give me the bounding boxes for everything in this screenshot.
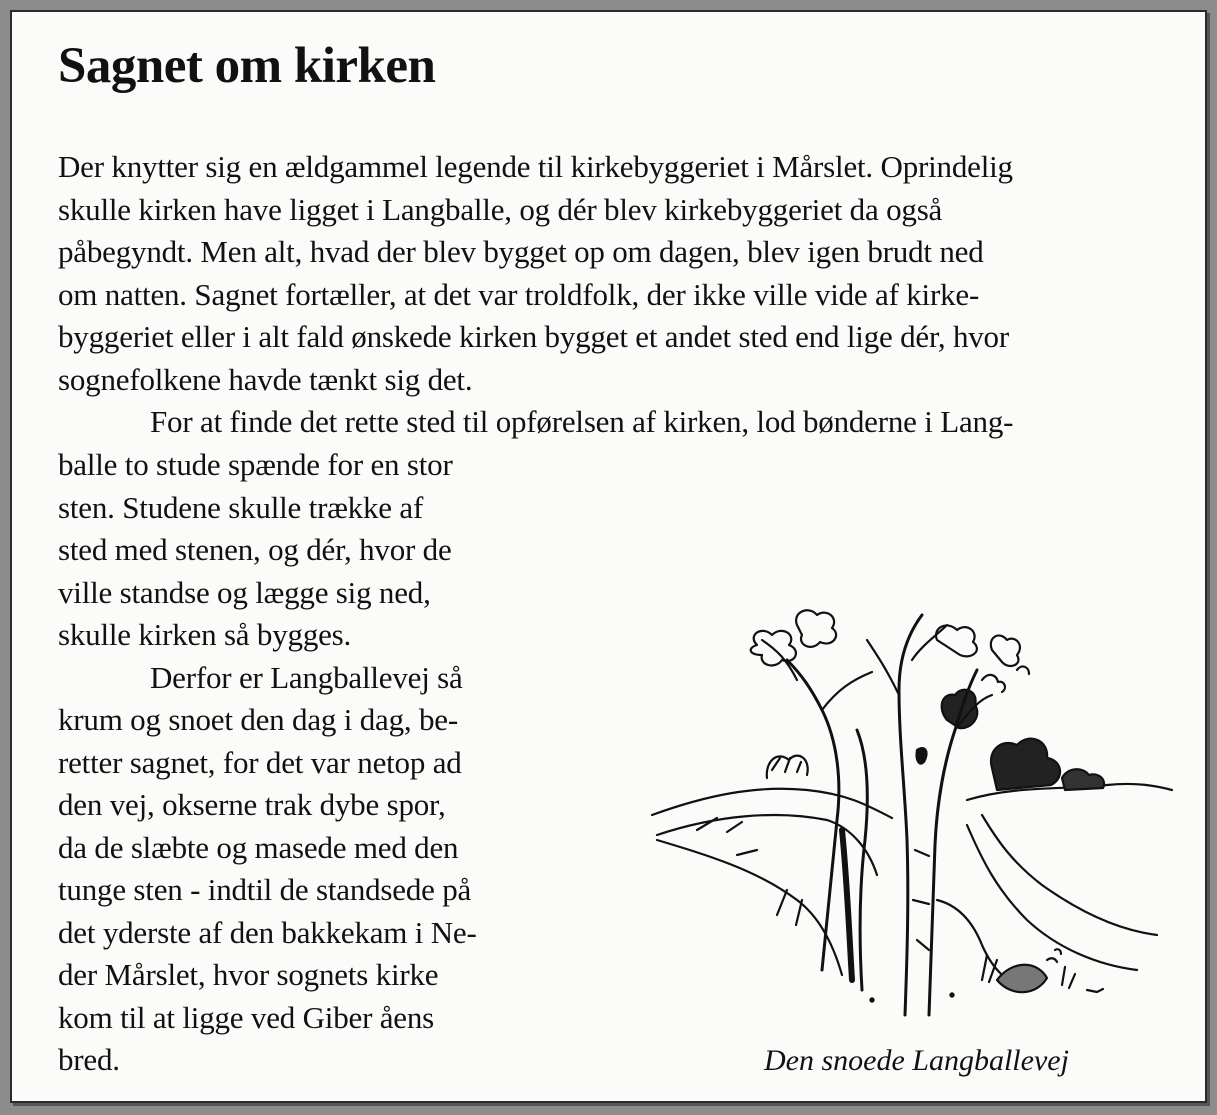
text-line: påbegyndt. Men alt, hvad der blev bygget op om dagen, blev igen brudt ned xyxy=(58,234,984,269)
article-title: Sagnet om kirken xyxy=(58,38,436,94)
text-line: om natten. Sagnet fortæller, at det var troldfolk, der ikke ville vide af kirke- xyxy=(58,276,980,312)
text-line: bred. xyxy=(58,1042,120,1077)
text-line: sognefolkene havde tænkt sig det. xyxy=(58,361,473,397)
article-page xyxy=(10,10,1207,1103)
text-line: kom til at ligge ved Giber åens xyxy=(58,999,435,1035)
text-line: tunge sten - indtil de standsede på xyxy=(58,872,472,907)
text-line: Der knytter sig en ældgammel legende til kirkebyggeriet i Mårslet. Oprindelig xyxy=(58,149,1013,184)
text-line: der Mårslet, hvor sognets kirke xyxy=(58,957,439,992)
text-line: skulle kirken have ligget i Langballe, og dér blev kirkebyggeriet da også xyxy=(58,191,943,227)
text-line: For at finde det rette sted til opførelsen af kirken, lod bønderne i Lang- xyxy=(150,404,1014,439)
paragraph-oxen-start xyxy=(58,401,1013,444)
text-line: byggeriet eller i alt fald ønskede kirken bygget et andet sted end lige dér, hvor xyxy=(58,319,1009,354)
paragraph-intro xyxy=(58,146,1013,401)
text-line: sten. Studene skulle trække af xyxy=(58,489,424,525)
image-caption: Den snoede Langballevej xyxy=(764,1044,1069,1077)
text-line: balle to stude spænde for en stor xyxy=(58,447,453,482)
langballevej-sketch xyxy=(637,600,1177,1020)
text-line: krum og snoet den dag i dag, be- xyxy=(58,702,458,737)
text-line: retter sagnet, for det var netop ad xyxy=(58,744,462,780)
text-line: skulle kirken så bygges. xyxy=(58,617,352,652)
text-line: da de slæbte og masede med den xyxy=(58,829,459,865)
left-column-text xyxy=(58,444,477,1082)
text-line: Derfor er Langballevej så xyxy=(150,659,463,695)
text-line: den vej, okserne trak dybe spor, xyxy=(58,787,446,822)
text-line: sted med stenen, og dér, hvor de xyxy=(58,532,452,567)
text-line: ville standse og lægge sig ned, xyxy=(58,574,431,610)
text-line: det yderste af den bakkekam i Ne- xyxy=(58,914,477,950)
